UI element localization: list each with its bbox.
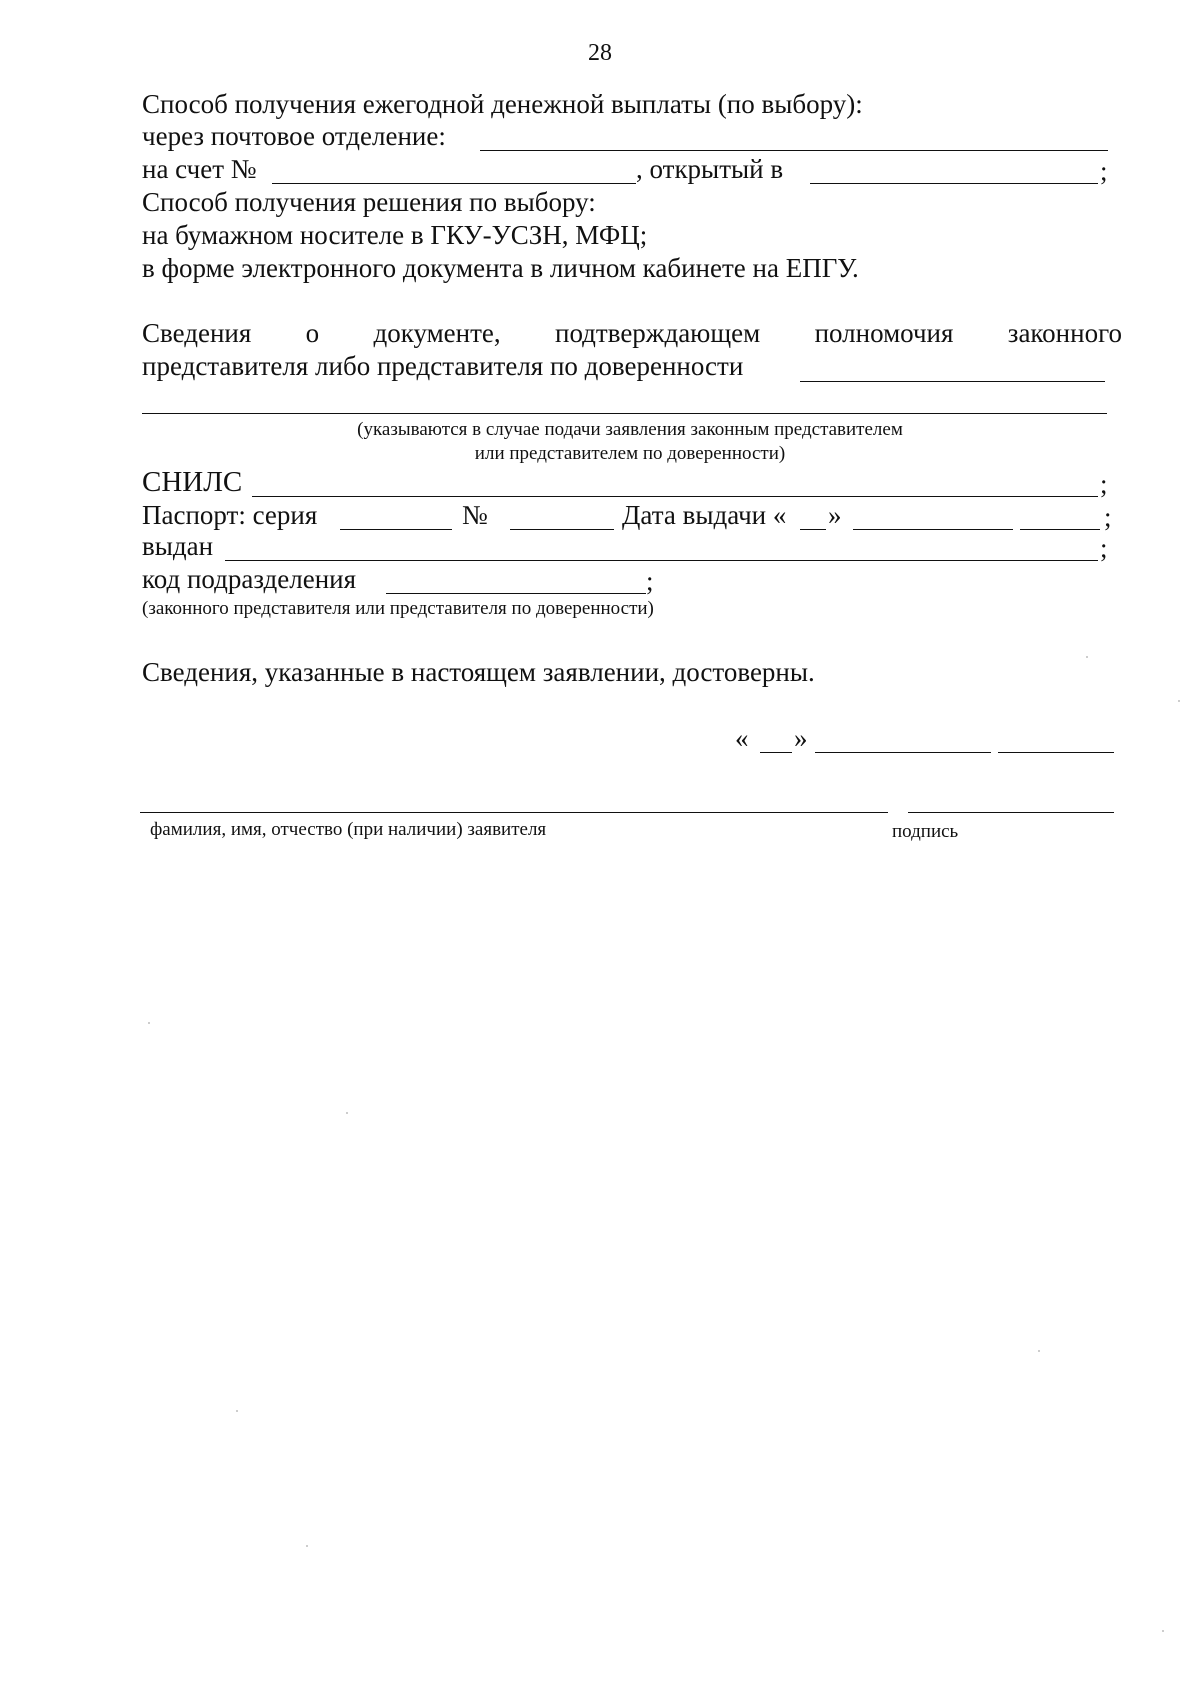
decision-option-electronic: в форме электронного документа в личном кабинете на ЕПГУ. bbox=[142, 253, 859, 283]
representative-word: полномочия bbox=[814, 318, 954, 348]
passport-series-blank bbox=[340, 529, 452, 530]
representative-note-line2: или представителем по доверенности) bbox=[474, 443, 786, 464]
issue-month-blank bbox=[853, 529, 1013, 530]
snils-label: СНИЛС bbox=[142, 466, 243, 498]
signature-caption: подпись bbox=[892, 821, 959, 842]
decision-method-heading: Способ получения решения по выбору: bbox=[142, 187, 596, 217]
date-close-quote: » bbox=[794, 723, 808, 753]
issue-day-blank bbox=[800, 529, 826, 530]
issued-by-label: выдан bbox=[142, 531, 214, 561]
bank-name-blank bbox=[810, 183, 1098, 184]
confirmation-statement: Сведения, указанные в настоящем заявлении, достоверны. bbox=[142, 657, 815, 687]
post-office-label: через почтовое отделение: bbox=[142, 121, 446, 151]
scan-speck bbox=[1086, 656, 1088, 658]
issue-date-label: Дата выдачи « bbox=[622, 500, 787, 530]
post-office-blank bbox=[480, 150, 1108, 151]
scan-speck bbox=[1162, 1630, 1164, 1632]
applicant-name-caption: фамилия, имя, отчество (при наличии) заявителя bbox=[150, 819, 547, 840]
date-open-quote: « bbox=[735, 723, 749, 753]
representative-word: о bbox=[305, 318, 320, 348]
passport-number-blank bbox=[510, 529, 614, 530]
scan-speck bbox=[1038, 1350, 1040, 1352]
division-code-blank bbox=[386, 593, 646, 594]
issue-date-close-quote: » bbox=[828, 500, 842, 530]
signature-blank bbox=[908, 812, 1114, 813]
opened-in-label: , открытый в bbox=[636, 154, 784, 184]
issued-by-blank bbox=[225, 560, 1098, 561]
representative-word: подтверждающем bbox=[555, 318, 761, 348]
snils-semicolon: ; bbox=[1100, 469, 1108, 499]
scan-speck bbox=[148, 1022, 150, 1024]
issue-year-blank bbox=[1020, 529, 1100, 530]
decision-option-paper: на бумажном носителе в ГКУ-УСЗН, МФЦ; bbox=[142, 220, 648, 250]
scan-speck bbox=[346, 1112, 348, 1114]
representative-document-blank bbox=[800, 381, 1105, 382]
division-code-semicolon: ; bbox=[646, 566, 654, 596]
representative-word: законного bbox=[1007, 318, 1122, 348]
payment-method-heading: Способ получения ежегодной денежной выплаты (по выбору): bbox=[142, 89, 863, 119]
representative-heading-line2: представителя либо представителя по доверенности bbox=[142, 351, 744, 381]
representative-word: Сведения bbox=[142, 318, 252, 348]
date-day-blank bbox=[760, 752, 792, 753]
passport-semicolon: ; bbox=[1104, 502, 1112, 532]
account-line-semicolon: ; bbox=[1100, 156, 1108, 186]
scan-speck bbox=[236, 1410, 238, 1412]
date-month-blank bbox=[815, 752, 991, 753]
identity-note: (законного представителя или представителя по доверенности) bbox=[142, 598, 654, 619]
snils-blank bbox=[252, 496, 1098, 497]
account-number-blank bbox=[272, 183, 636, 184]
page-number: 28 bbox=[588, 40, 612, 66]
passport-number-label: № bbox=[462, 500, 488, 530]
scan-speck bbox=[1178, 700, 1180, 702]
representative-note-line1: (указываются в случае подачи заявления законным представителем bbox=[357, 419, 903, 440]
representative-heading-line1 bbox=[142, 317, 1122, 349]
representative-word: документе, bbox=[373, 318, 501, 348]
representative-document-blank-2 bbox=[142, 413, 1107, 414]
applicant-name-blank bbox=[140, 812, 888, 813]
division-code-label: код подразделения bbox=[142, 564, 357, 594]
issued-by-semicolon: ; bbox=[1100, 533, 1108, 563]
date-year-blank bbox=[998, 752, 1114, 753]
account-number-label: на счет № bbox=[142, 154, 257, 184]
passport-series-label: Паспорт: серия bbox=[142, 500, 318, 530]
scan-speck bbox=[306, 1545, 308, 1547]
